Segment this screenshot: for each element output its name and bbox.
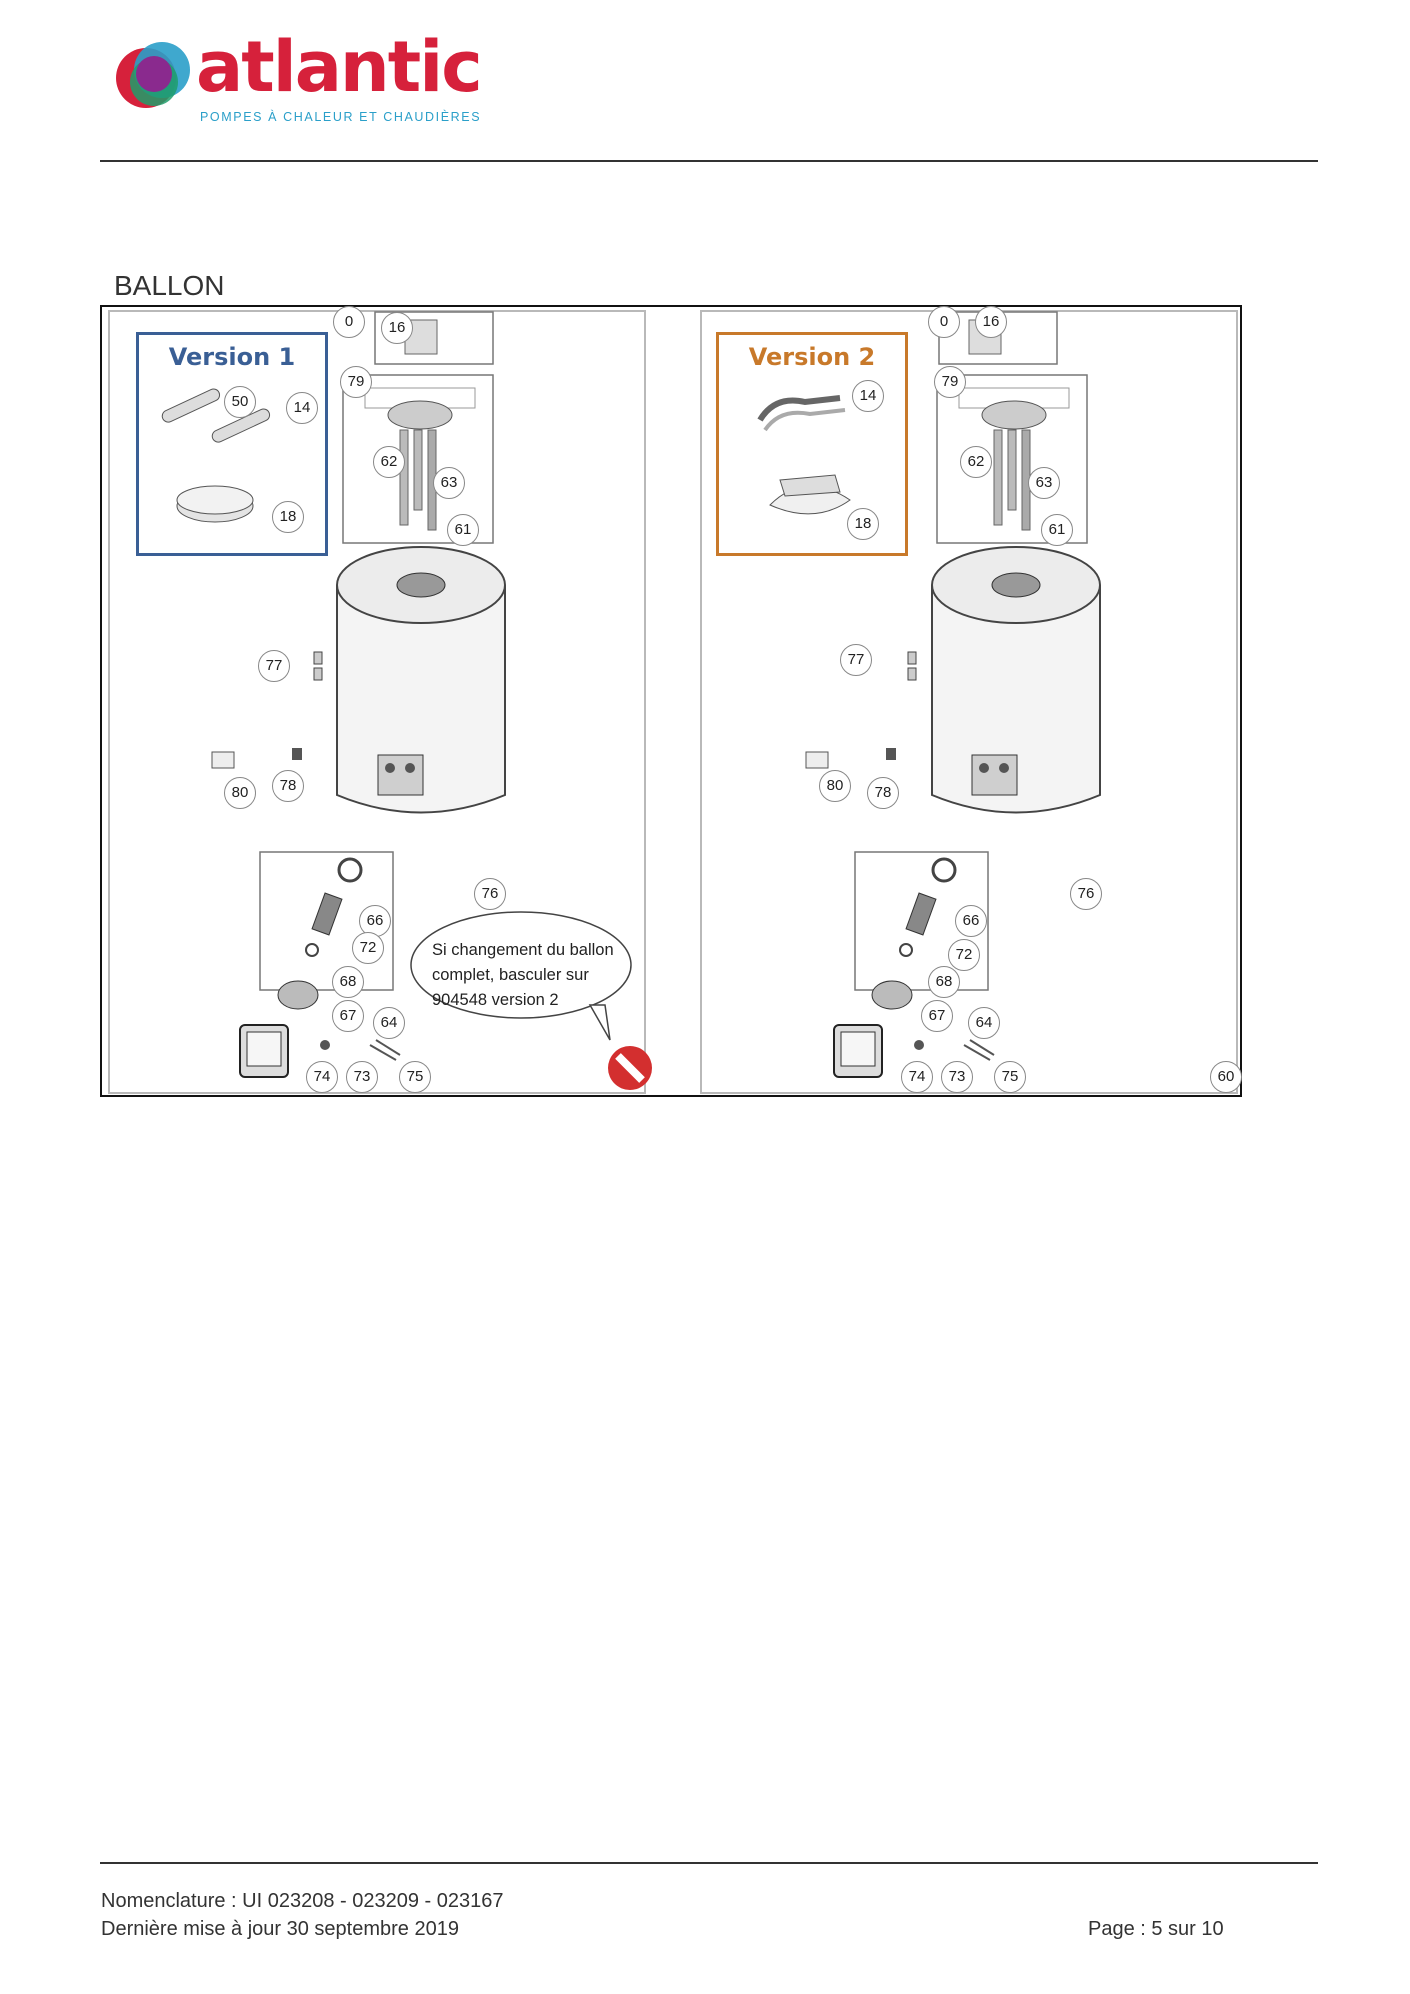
callout: 16	[381, 312, 413, 344]
callout: 66	[955, 905, 987, 937]
callout: 68	[332, 966, 364, 998]
callout: 62	[373, 446, 405, 478]
version-2-box	[716, 332, 908, 556]
brand-name: atlantic	[196, 26, 481, 108]
callout: 74	[901, 1061, 933, 1093]
callout: 14	[852, 380, 884, 412]
callout: 62	[960, 446, 992, 478]
callout: 73	[346, 1061, 378, 1093]
callout: 50	[224, 386, 256, 418]
callout: 77	[258, 650, 290, 682]
brand-tagline: POMPES À CHALEUR ET CHAUDIÈRES	[200, 110, 482, 124]
callout: 18	[272, 501, 304, 533]
callout: 63	[433, 467, 465, 499]
callout: 63	[1028, 467, 1060, 499]
footer-last-updated: Dernière mise à jour 30 septembre 2019	[101, 1918, 459, 1940]
footer-nomenclature: Nomenclature : UI 023208 - 023209 - 023167	[101, 1890, 504, 1912]
callout: 64	[968, 1007, 1000, 1039]
callout: 14	[286, 392, 318, 424]
callout: 64	[373, 1007, 405, 1039]
callout: 68	[928, 966, 960, 998]
callout: 77	[840, 644, 872, 676]
callout: 72	[352, 932, 384, 964]
note-line: complet, basculer sur	[432, 966, 589, 984]
callout: 67	[332, 1000, 364, 1032]
callout: 66	[359, 905, 391, 937]
callout: 16	[975, 306, 1007, 338]
version-1-label: Version 1	[168, 343, 296, 371]
callout: 72	[948, 939, 980, 971]
callout: 60	[1210, 1061, 1242, 1093]
callout: 18	[847, 508, 879, 540]
callout: 0	[928, 306, 960, 338]
callout: 61	[447, 514, 479, 546]
callout: 79	[934, 366, 966, 398]
note-line: 904548 version 2	[432, 991, 559, 1009]
no-entry-icon	[608, 1046, 652, 1090]
callout: 78	[867, 777, 899, 809]
callout: 79	[340, 366, 372, 398]
callout: 76	[1070, 878, 1102, 910]
footer-page-number: Page : 5 sur 10	[1088, 1918, 1224, 1940]
replacement-note	[432, 938, 646, 1013]
callout: 61	[1041, 514, 1073, 546]
callout: 75	[994, 1061, 1026, 1093]
callout: 80	[819, 770, 851, 802]
section-title: BALLON	[114, 270, 225, 301]
version-2-label: Version 2	[748, 343, 876, 371]
callout: 74	[306, 1061, 338, 1093]
callout: 78	[272, 770, 304, 802]
footer-rule	[100, 1862, 1318, 1864]
callout: 75	[399, 1061, 431, 1093]
callout: 73	[941, 1061, 973, 1093]
callout: 76	[474, 878, 506, 910]
callout: 80	[224, 777, 256, 809]
callout: 0	[333, 306, 365, 338]
callout: 67	[921, 1000, 953, 1032]
note-line: Si changement du ballon	[432, 941, 614, 959]
